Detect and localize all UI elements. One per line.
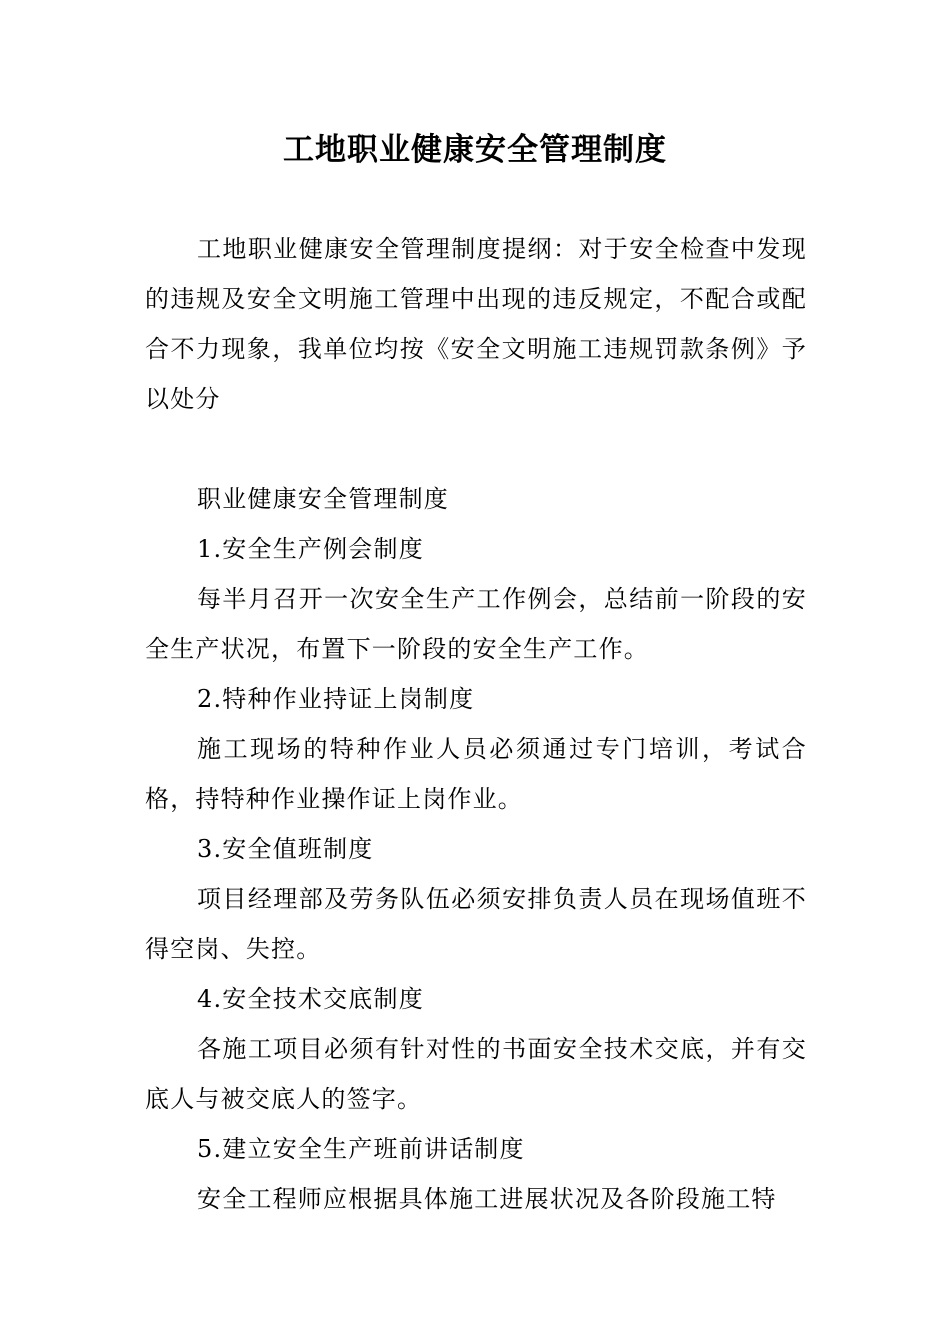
- item-body-2: 施工现场的特种作业人员必须通过专门培训，考试合格，持特种作业操作证上岗作业。: [145, 735, 807, 813]
- item-heading-1: 1.安全生产例会制度: [197, 535, 424, 563]
- item-body-5: 安全工程师应根据具体施工进展状况及各阶段施工特: [197, 1185, 777, 1213]
- item-body-3: 项目经理部及劳务队伍必须安排负责人员在现场值班不得空岗、失控。: [145, 885, 807, 963]
- item-heading-3: 3.安全值班制度: [197, 835, 374, 863]
- item-heading-4: 4.安全技术交底制度: [197, 985, 424, 1013]
- section-heading: 职业健康安全管理制度: [197, 485, 449, 513]
- item-heading-2: 2.特种作业持证上岗制度: [197, 685, 475, 713]
- item-body-4: 各施工项目必须有针对性的书面安全技术交底，并有交底人与被交底人的签字。: [145, 1035, 807, 1113]
- item-heading-5: 5.建立安全生产班前讲话制度: [197, 1135, 525, 1163]
- intro-paragraph: 工地职业健康安全管理制度提纲：对于安全检查中发现的违规及安全文明施工管理中出现的违反规定，不配合或配合不力现象，我单位均按《安全文明施工违规罚款条例》予以处分: [145, 235, 807, 413]
- document-title: 工地职业健康安全管理制度: [283, 132, 667, 168]
- paragraph-gap: [145, 424, 807, 474]
- document-body: [145, 224, 807, 1224]
- item-body-1: 每半月召开一次安全生产工作例会，总结前一阶段的安全生产状况，布置下一阶段的安全生产工作。: [145, 585, 807, 663]
